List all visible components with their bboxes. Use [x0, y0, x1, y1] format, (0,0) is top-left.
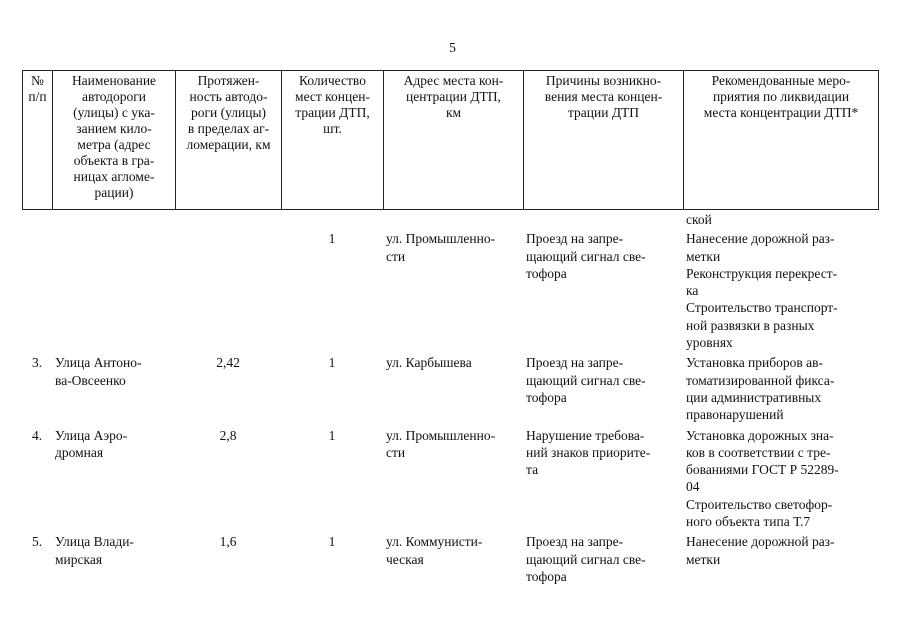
table-header [22, 70, 879, 210]
table-row-continuation [22, 210, 878, 230]
accident-count: 1 [328, 231, 336, 247]
accident-address: ул. Промышленно- сти [386, 427, 496, 460]
accident-address: ул. Коммунисти- ческая [386, 534, 483, 567]
road-length: 2,42 [216, 355, 240, 371]
column-header-length: Протяжен- ность автодо- роги (улицы) в пределах аг- ломерации, км [176, 71, 282, 210]
table-row [22, 427, 878, 534]
recommended-measures: Нанесение дорожной раз- метки [686, 534, 835, 567]
road-name: Улица Влади- мирская [55, 534, 134, 567]
continuation-text: ской [686, 212, 712, 227]
document-page [22, 70, 885, 585]
column-header-road-name: Наименование автодороги (улицы) с ука- занием кило- метра (адрес объекта в гра- ницах агломе- рации) [53, 71, 176, 210]
road-name: Улица Антоно- ва-Овсеенко [55, 355, 142, 388]
accident-cause: Проезд на запре- щающий сигнал све- тофора [526, 231, 646, 281]
row-number: 5. [31, 534, 43, 550]
column-header-causes: Причины возникно- вения места концен- трации ДТП [524, 71, 684, 210]
column-header-address: Адрес места кон- центрации ДТП, км [384, 71, 524, 210]
recommended-measures: Установка дорожных зна- ков в соответствии с тре- бованиями ГОСТ Р 52289- 04 Строительство светофор- ного объекта типа Т.7 [686, 427, 839, 530]
accident-address: ул. Карбышева [386, 355, 472, 371]
accident-count: 1 [328, 355, 336, 371]
recommended-measures: Установка приборов ав- томатизированной фикса- ции административных правонарушений [686, 355, 835, 423]
recommended-measures: Нанесение дорожной раз- метки Реконструкция перекрест- ка Строительство транспорт- ной развязки в разных уровнях [686, 231, 838, 351]
road-name: Улица Аэро- дромная [55, 427, 128, 460]
row-number: 4. [31, 427, 43, 443]
road-length: 1,6 [219, 534, 237, 550]
row-number [22, 230, 52, 354]
accident-cause: Нарушение требова- ний знаков приорите- та [526, 427, 651, 478]
page-number: 5 [449, 40, 456, 55]
accident-count: 1 [328, 427, 336, 443]
row-number: 3. [31, 355, 43, 371]
table-row [22, 230, 878, 354]
road-length [175, 230, 281, 354]
accident-cause: Проезд на запре- щающий сигнал све- тофора [526, 355, 646, 405]
road-name [52, 230, 175, 354]
table-row [22, 533, 878, 585]
table-body [22, 210, 878, 585]
accident-address: ул. Промышленно- сти [386, 231, 496, 264]
column-header-number: № п/п [23, 71, 53, 210]
table-row [22, 354, 878, 426]
accident-count: 1 [328, 534, 336, 550]
accident-cause: Проезд на запре- щающий сигнал све- тофора [526, 534, 646, 584]
road-length: 2,8 [219, 427, 237, 443]
column-header-measures: Рекомендованные меро- приятия по ликвидации места концентрации ДТП* [684, 71, 879, 210]
column-header-count: Количество мест концен- трации ДТП, шт. [282, 71, 384, 210]
